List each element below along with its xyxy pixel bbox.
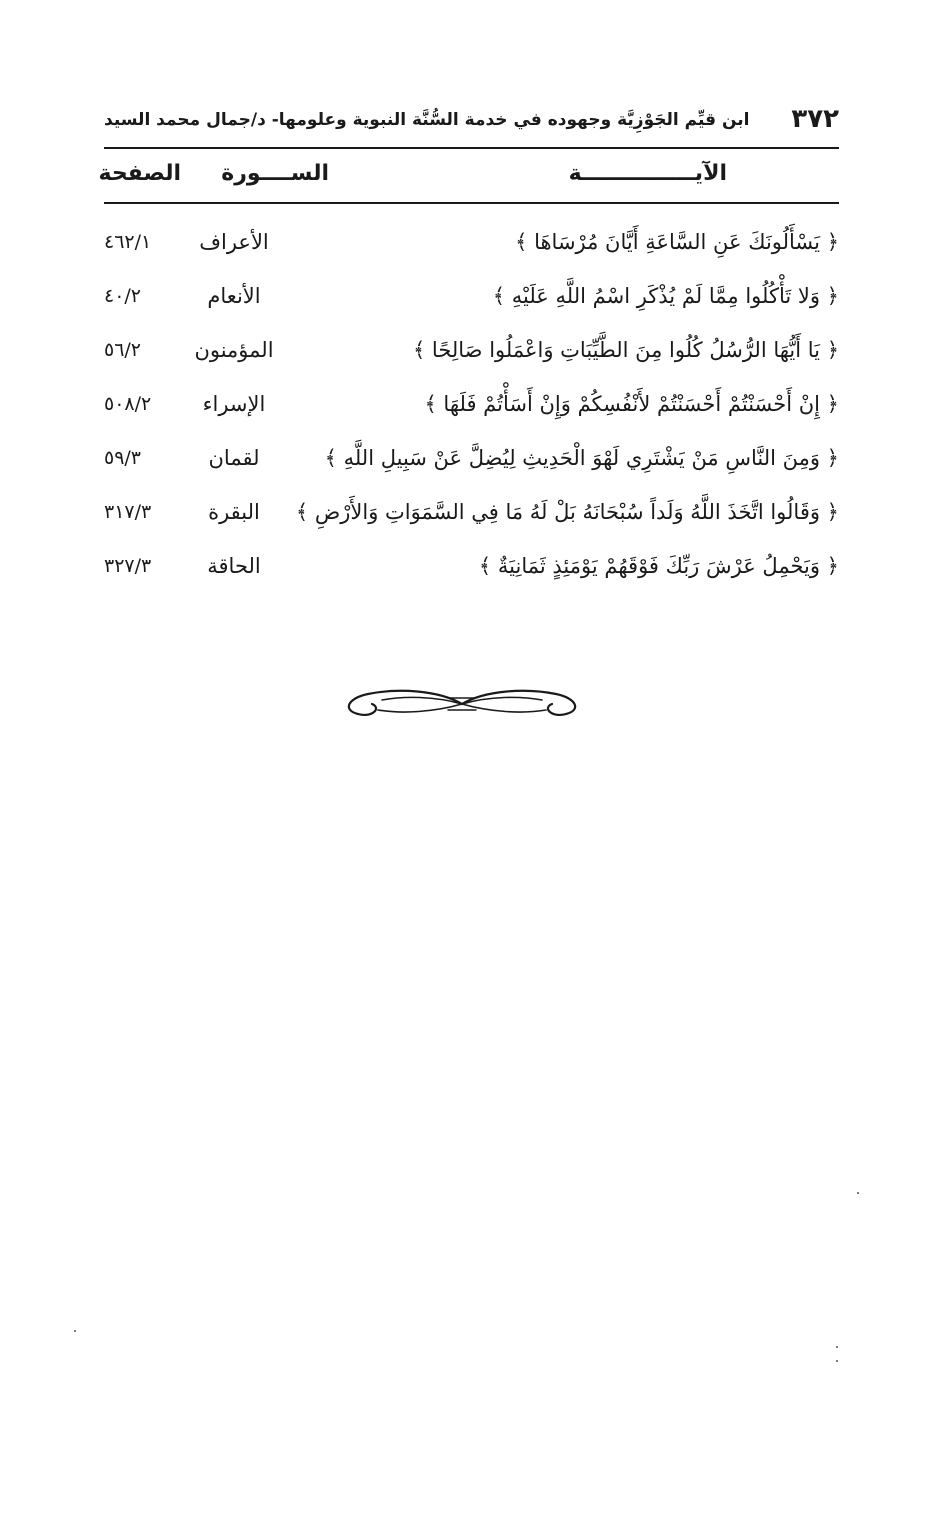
flourish-ornament-icon (338, 684, 586, 724)
verse-text: ﴿ وَقَالُوا اتَّخَذَ اللَّهُ وَلَداً سُبْحَانَهُ بَلْ لَهُ مَا فِي السَّمَوَاتِ وَالأَرْضِ ﴾ (295, 500, 839, 524)
scan-speck (857, 1192, 859, 1194)
table-row (104, 540, 839, 594)
page-reference: ٥٦/٢ (104, 339, 142, 361)
surah-name: لقمان (208, 446, 260, 470)
surah-name: الأنعام (207, 284, 261, 308)
table-row (104, 270, 839, 324)
column-header-page: الصفحة (98, 161, 181, 186)
verse-text: ﴿ إِنْ أَحْسَنْتُمْ أَحْسَنْتُمْ لأَنْفُسِكُمْ وَإِنْ أَسَأْتُمْ فَلَهَا ﴾ (424, 392, 839, 416)
page-reference: ٣١٧/٣ (104, 501, 152, 523)
verse-text: ﴿ وَمِنَ النَّاسِ مَنْ يَشْتَرِي لَهْوَ الْحَدِيثِ لِيُضِلَّ عَنْ سَبِيلِ اللَّهِ ﴾ (324, 446, 839, 470)
surah-name: البقرة (208, 500, 260, 524)
header-rule (104, 147, 839, 149)
page-number: ٣٧٢ (791, 104, 839, 134)
page-reference: ٥٩/٣ (104, 447, 142, 469)
scan-speck (74, 1330, 76, 1332)
verse-text: ﴿ يَسْأَلُونَكَ عَنِ السَّاعَةِ أَيَّانَ مُرْسَاهَا ﴾ (515, 230, 839, 254)
running-title: ابن قيِّم الجَوْزِيَّة وجهوده في خدمة السُّنَّة النبوية وعلومها- د/جمال محمد السيد (104, 110, 750, 130)
table-row (104, 486, 839, 540)
page-reference: ٤٠/٢ (104, 285, 142, 307)
page-reference: ٣٢٧/٣ (104, 555, 152, 577)
page-reference: ٤٦٢/١ (104, 231, 152, 253)
verse-text: ﴿ يَا أَيُّهَا الرُّسُلُ كُلُوا مِنَ الطَّيِّبَاتِ وَاعْمَلُوا صَالِحًا ﴾ (412, 338, 839, 362)
verse-text: ﴿ وَيَحْمِلُ عَرْشَ رَبِّكَ فَوْقَهُمْ يَوْمَئِذٍ ثَمَانِيَةٌ ﴾ (478, 554, 839, 578)
running-header (104, 98, 839, 134)
page-reference: ٥٠٨/٢ (104, 393, 152, 415)
surah-name: الأعراف (199, 230, 269, 254)
table-row (104, 324, 839, 378)
column-header-ayah: الآيـــــــــــــــة (568, 161, 727, 186)
scan-speck (836, 1360, 838, 1362)
table-row (104, 216, 839, 270)
verse-index-table (104, 216, 839, 594)
table-row (104, 378, 839, 432)
table-row (104, 432, 839, 486)
table-header-rule (104, 202, 839, 204)
verse-text: ﴿ وَلا تَأْكُلُوا مِمَّا لَمْ يُذْكَرِ اسْمُ اللَّهِ عَلَيْهِ ﴾ (492, 284, 839, 308)
column-header-surah: الســــورة (221, 161, 329, 186)
scan-speck (836, 1346, 838, 1348)
surah-name: الحاقة (207, 554, 261, 578)
table-header (98, 156, 839, 194)
surah-name: المؤمنون (194, 338, 274, 362)
surah-name: الإسراء (202, 392, 266, 416)
